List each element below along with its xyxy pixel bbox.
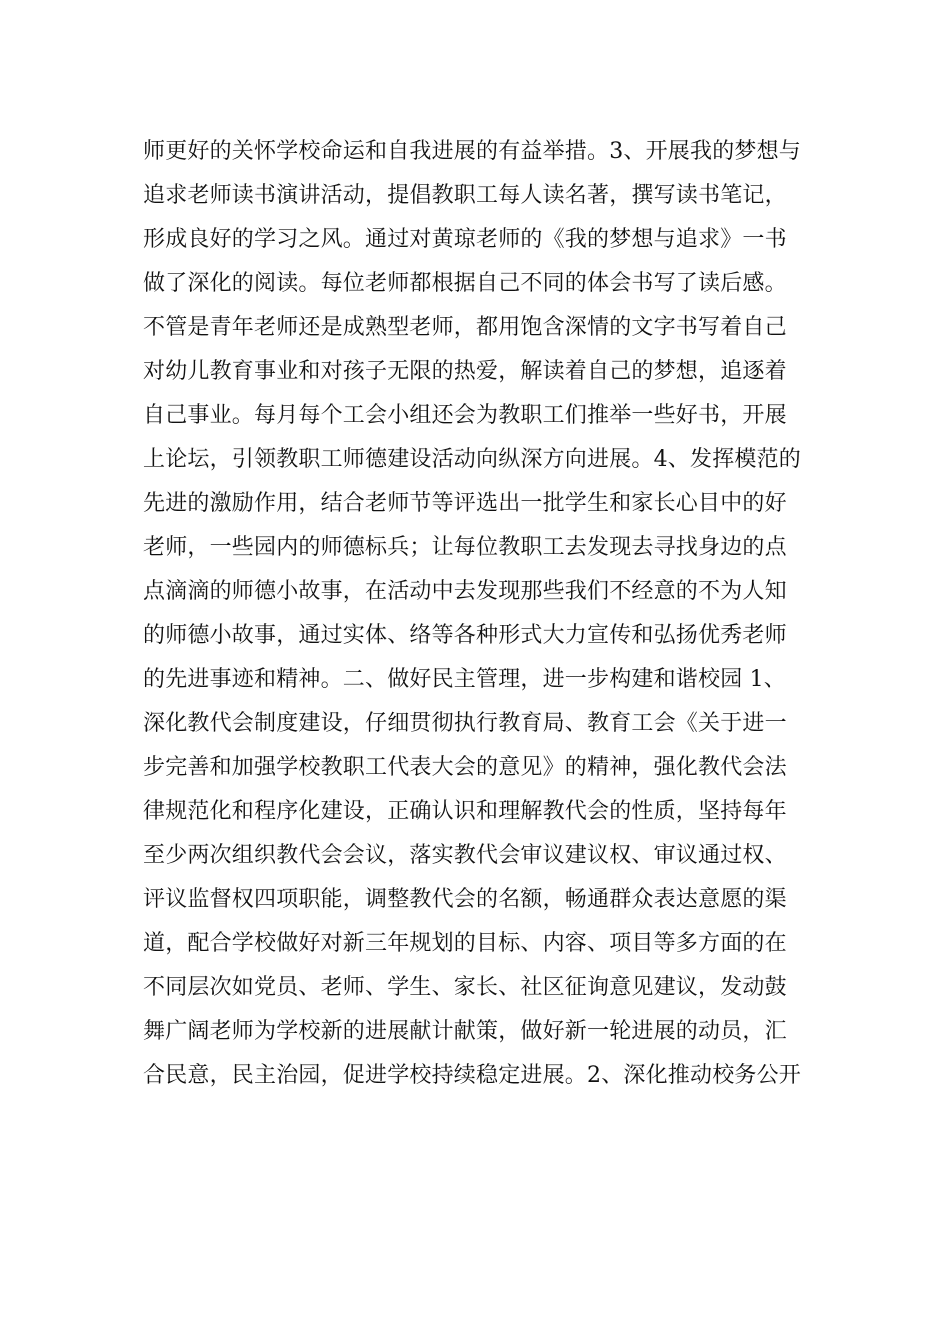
text-line: 舞广阔老师为学校新的进展献计献策，做好新一轮进展的动员，汇 [143,1019,787,1044]
text-line: 追求老师读书演讲活动，提倡教职工每人读名著，撰写读书笔记， [143,183,787,208]
text-line: 形成良好的学习之风。通过对黄琼老师的《我的梦想与追求》一书 [143,227,787,252]
text-line: 做了深化的阅读。每位老师都根据自己不同的体会书写了读后感。 [143,271,787,296]
text-line: 的先进事迹和精神。二、做好民主管理，进一步构建和谐校园 1、 [143,667,786,692]
text-line: 的师德小故事，通过实体、络等各种形式大力宣传和弘扬优秀老师 [143,623,787,648]
text-line: 深化教代会制度建设，仔细贯彻执行教育局、教育工会《关于进一 [143,711,787,736]
text-line: 自己事业。每月每个工会小组还会为教职工们推举一些好书，开展 [143,403,787,428]
text-line: 老师，一些园内的师德标兵；让每位教职工去发现去寻找身边的点 [143,535,787,560]
text-line: 点滴滴的师德小故事，在活动中去发现那些我们不经意的不为人知 [143,579,787,604]
text-line: 步完善和加强学校教职工代表大会的意见》的精神，强化教代会法 [143,755,787,780]
text-line: 上论坛，引领教职工师德建设活动向纵深方向进展。4、发挥模范的 [143,447,801,472]
text-line: 师更好的关怀学校命运和自我进展的有益举措。3、开展我的梦想与 [143,139,801,164]
text-line: 不同层次如党员、老师、学生、家长、社区征询意见建议，发动鼓 [143,975,787,1000]
text-line: 律规范化和程序化建设，正确认识和理解教代会的性质，坚持每年 [143,799,787,824]
text-line: 至少两次组织教代会会议，落实教代会审议建议权、审议通过权、 [143,843,787,868]
text-line: 先进的激励作用，结合老师节等评选出一批学生和家长心目中的好 [143,491,787,516]
text-line: 不管是青年老师还是成熟型老师，都用饱含深情的文字书写着自己 [143,315,787,340]
document-body [143,130,823,1098]
text-line: 对幼儿教育事业和对孩子无限的热爱，解读着自己的梦想，追逐着 [143,359,787,384]
text-line: 合民意，民主治园，促进学校持续稳定进展。2、深化推动校务公开 [143,1063,801,1088]
text-line: 道，配合学校做好对新三年规划的目标、内容、项目等多方面的在 [143,931,787,956]
text-line: 评议监督权四项职能，调整教代会的名额，畅通群众表达意愿的渠 [143,887,787,912]
